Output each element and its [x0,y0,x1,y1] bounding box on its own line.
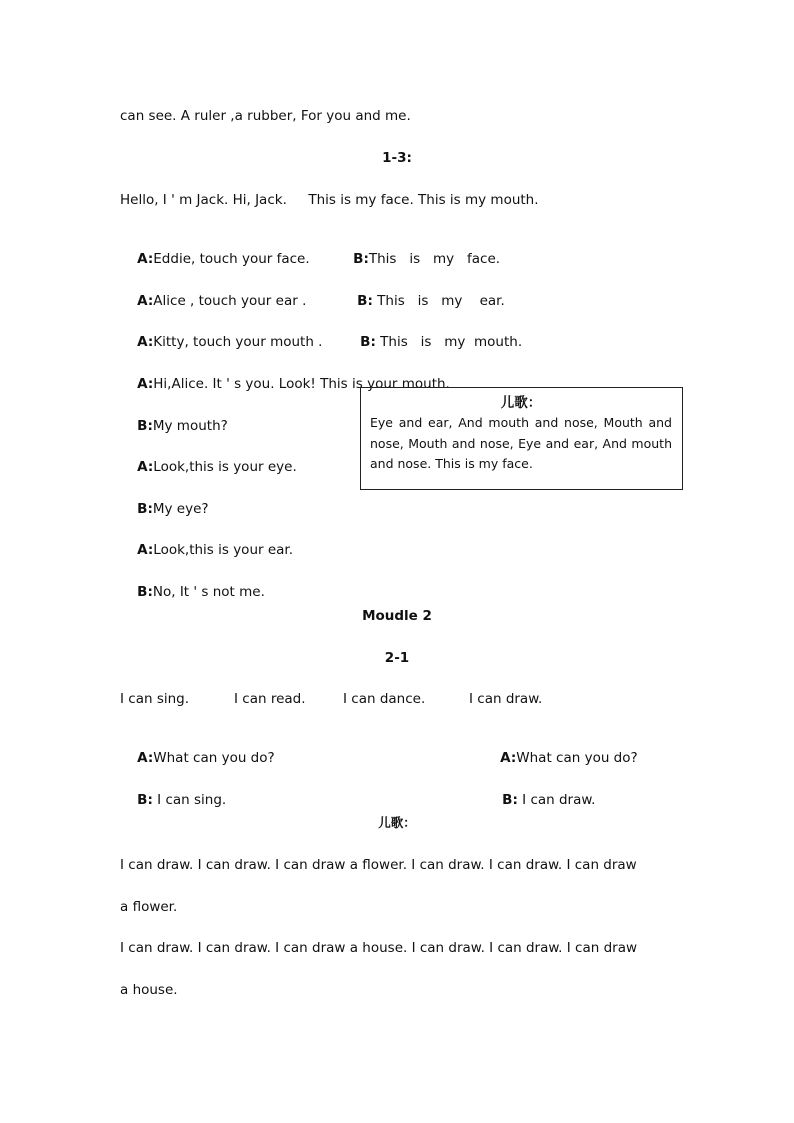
speaker-label: B: [137,501,153,517]
dialogue-text: My mouth? [152,418,228,434]
dialogue-text: My eye? [152,501,209,517]
speaker-label: B: [137,584,153,600]
rhyme-line: I can draw. I can draw. I can draw a house. I can draw. I can draw. I can draw [120,940,638,956]
ability-item: I can dance. [343,691,426,707]
rhyme-box [360,387,683,490]
dialogue-text: Hi,Alice. It ' s you. Look! This is your mouth. [153,376,450,392]
speaker-label: A: [137,459,154,475]
dialogue-text: Look,this is your eye. [153,459,297,475]
dialogue-text: I can draw. [517,792,596,808]
ability-item: I can draw. [469,691,543,707]
dialogue-text: Eddie, touch your face. [153,251,310,267]
dialogue-text: This is my face. [368,251,501,267]
rhyme-box-title: 儿歌： [500,395,542,411]
ability-item: I can read. [234,691,306,707]
rhyme-line: a house. [120,982,178,998]
speaker-label: B: [502,792,518,808]
speaker-label: A: [137,251,154,267]
rhyme-line: a flower. [120,899,178,915]
jack-intro-line: Hello, I ' m Jack. Hi, Jack. This is my face. This is my mouth. [120,192,539,208]
speaker-label: B: [357,293,373,309]
dialogue-text: I can sing. [152,792,227,808]
dialogue-text: Kitty, touch your mouth . [153,334,323,350]
speaker-label: A: [137,293,154,309]
intro-line: can see. A ruler ,a rubber, For you and me. [120,108,411,124]
dialogue-text: What can you do? [153,750,275,766]
speaker-label: B: [353,251,369,267]
speaker-label: B: [137,418,153,434]
speaker-label: A: [137,334,154,350]
speaker-label: A: [137,750,154,766]
rhyme-line: I can draw. I can draw. I can draw a flower. I can draw. I can draw. I can draw [120,857,637,873]
dialogue-text: What can you do? [516,750,638,766]
dialogue-text: Look,this is your ear. [153,542,294,558]
dialogue-text: Alice , touch your ear . [153,293,307,309]
dialogue-text: This is my mouth. [375,334,523,350]
speaker-label: A: [137,376,154,392]
module-heading: Moudle 2 [362,608,432,624]
speaker-label: B: [137,792,153,808]
rhyme-title: 儿歌： [378,815,416,830]
section-heading-2-1: 2-1 [384,650,410,666]
dialogue-text: This is my ear. [372,293,505,309]
section-heading-1-3: 1-3: [382,150,412,166]
speaker-label: A: [137,542,154,558]
dialogue-text: No, It ' s not me. [152,584,265,600]
rhyme-box-text: Eye and ear, And mouth and nose, Mouth and nose, Mouth and nose, Eye and ear, And mouth and nose. This is my face. [370,415,672,471]
speaker-label: B: [360,334,376,350]
ability-item: I can sing. [120,691,190,707]
speaker-label: A: [500,750,517,766]
